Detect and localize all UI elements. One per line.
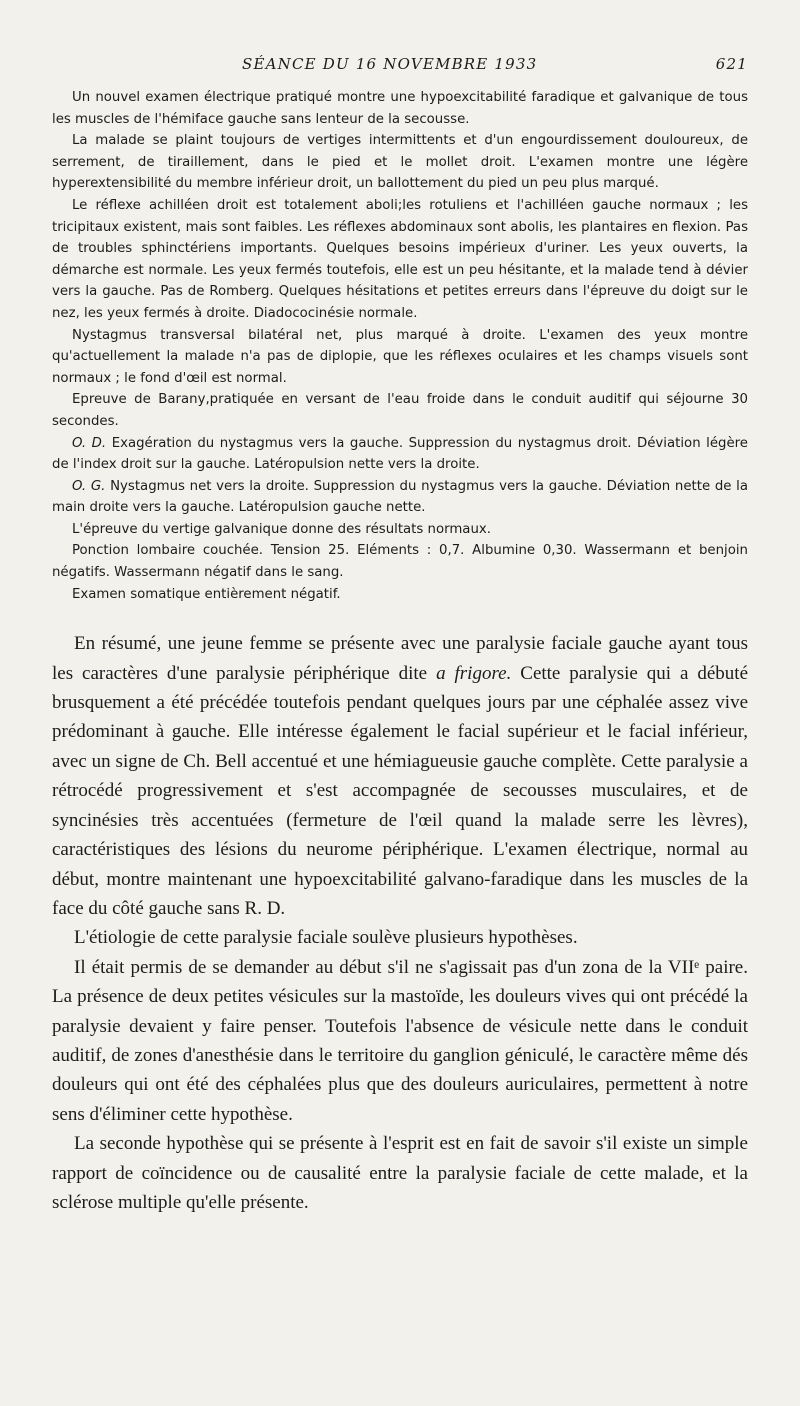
summary-text-b: Cette paralysie qui a débuté brusquement a été précédée toutefois pendant quelques jours par une céphalée assez vive prédominant à gauche. Elle intéresse également le facial supérieur et le facial inférieur, avec un signe de Ch. Bell accentué et une hémiagueusie gauche complète. Cette paralysie a rétrocédé progressivement et s'est accompagnée de secousses musculaires, et de syncinésies très accentuées (fermeture de l'œil quand la malade serre les lèvres), caractéristiques des lésions du neurome périphérique. L'examen électrique, normal au début, montre maintenant une hypoexcitabilité galvano-faradique dans les muscles de la face du côté gauche sans R. D. [52,662,749,919]
paragraph: Le réflexe achilléen droit est totalement aboli;les rotuliens et l'achilléen gauche normaux ; les tricipitaux existent, mais sont faibles. Les réflexes abdominaux sont abolis, les plantaires en flexion. Pas de troubles sphinctériens importants. Quelques besoins impérieux d'uriner. Les yeux ouverts, la démarche est normale. Les yeux fermés toutefois, elle est un peu hésitante, et la malade tend à dévier vers la gauche. Pas de Romberg. Quelques hésitations et petites erreurs dans l'épreuve du doigt sur le nez, les yeux fermés à droite. Diadococinésie normale. [52,197,748,321]
label-od: O. D. [72,435,107,451]
paragraph: L'épreuve du vertige galvanique donne des résultats normaux. [72,521,491,537]
hypothesis-paragraph: La seconde hypothèse qui se présente à l'esprit est en fait de savoir s'il existe un simple rapport de coïncidence ou de causalité entre la paralysie faciale de cette malade, et la sclérose multiple qu'elle présente. [52,1133,748,1213]
paragraph: Ponction lombaire couchée. Tension 25. Eléments : 0,7. Albumine 0,30. Wassermann et benjoin négatifs. Wassermann négatif dans le sang. [52,543,748,581]
zona-paragraph: Il était permis de se demander au début s'il ne s'agissait pas d'un zona de la VIIᵉ paire. La présence de deux petites vésicules sur la mastoïde, les douleurs vives qui ont précédé la paralysie devaient y faire penser. Toutefois l'absence de vésicule nette dans le conduit auditif, de zones d'anesthésie dans le territoire du ganglion géniculé, le caractère même dés douleurs qui ont été des céphalées plus que des douleurs auriculaires, permettent à notre sens d'éliminer cette hypothèse. [52,956,748,1125]
summary-text-a: En résumé, une jeune femme se présente avec une paralysie faciale gauche ayant tous les caractères d'une paralysie périphérique dite [52,633,748,684]
label-og: O. G. [72,478,106,494]
clinical-notes [52,87,748,605]
summary-paragraph [52,629,748,923]
header-title: SÉANCE DU 16 NOVEMBRE 1933 [242,55,538,73]
paragraph-og [52,476,748,519]
paragraph: La malade se plaint toujours de vertiges intermittents et d'un engourdissement douloureux, de serrement, de tiraillement, dans le pied et le mollet droit. L'examen montre une légère hyperextensibilité du membre inférieur droit, un ballottement du pied un peu plus marqué. [52,133,748,192]
paragraph-od [52,433,748,476]
paragraph-text: Exagération du nystagmus vers la gauche. Suppression du nystagmus droit. Déviation légère de l'index droit sur la gauche. Latéropulsion nette vers la droite. [52,435,748,473]
paragraph: Un nouvel examen électrique pratiqué montre une hypoexcitabilité faradique et galvanique de tous les muscles de l'hémiface gauche sans lenteur de la secousse. [52,90,748,127]
etiology-paragraph: L'étiologie de cette paralysie faciale soulève plusieurs hypothèses. [74,927,578,949]
paragraph: Nystagmus transversal bilatéral net, plus marqué à droite. L'examen des yeux montre qu'actuellement la malade n'a pas de diplopie, que les réflexes oculaires et les champs visuels sont normaux ; le fond d'œil est normal. [52,327,748,386]
paragraph: Epreuve de Barany,pratiquée en versant de l'eau froide dans le conduit auditif qui séjourne 30 secondes. [52,392,748,429]
discussion [52,629,748,1217]
page-number: 621 [715,55,748,73]
paragraph: Examen somatique entièrement négatif. [72,586,341,602]
running-header [52,55,748,73]
summary-italic: a frigore. [436,662,512,684]
paragraph-text: Nystagmus net vers la droite. Suppression du nystagmus vers la gauche. Déviation nette de la main droite vers la gauche. Latéropulsion gauche nette. [52,478,748,516]
page [52,55,748,1217]
